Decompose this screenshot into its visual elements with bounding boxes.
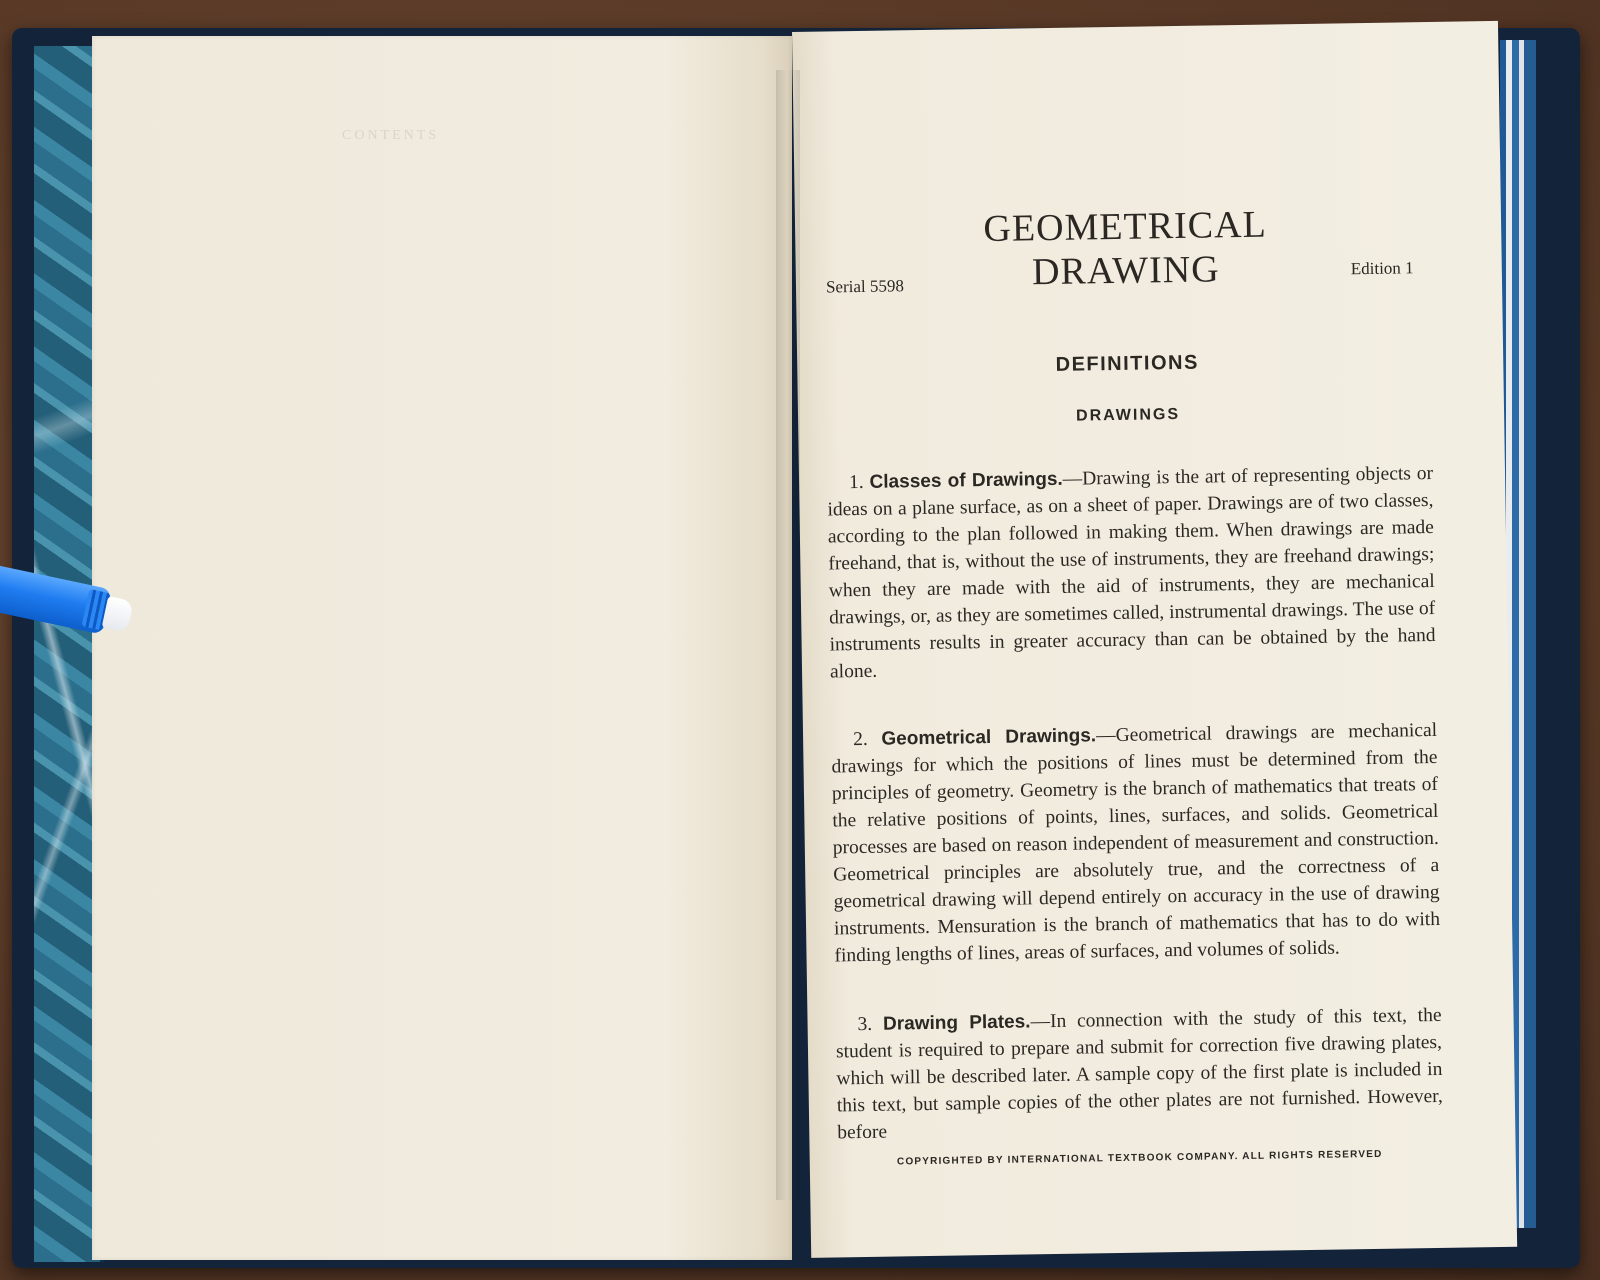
paragraph-body: —Geometrical drawings are mechanical drawings for which the positions of lines must be determined from the principles of geometry. Geometry is the branch of mathematics that treats of the relative positions of points, lines, surfaces, and solids. Geometrical processes are based on reason independent of measurement and construction. Geometrical principles are absolutely true, and the correctness of a geometrical drawing will depend entirely on accuracy in the use of drawing instruments. Mensuration is the branch of mathematics that has to do with finding lengths of lines, areas of surfaces, and volumes of solids. bbox=[831, 719, 1441, 966]
page-title: GEOMETRICAL DRAWING bbox=[983, 203, 1268, 294]
edition-label: Edition 1 bbox=[1350, 258, 1414, 279]
paragraph-2 bbox=[831, 716, 1441, 968]
paragraph-heading: Drawing Plates. bbox=[882, 1010, 1031, 1035]
paragraph-number: 2. bbox=[852, 728, 868, 750]
paragraph-heading: Geometrical Drawings. bbox=[881, 724, 1097, 750]
right-page bbox=[792, 21, 1517, 1258]
paragraph-3 bbox=[835, 1001, 1443, 1146]
copyright-notice: COPYRIGHTED BY INTERNATIONAL TEXTBOOK COMPANY. ALL RIGHTS RESERVED bbox=[896, 1148, 1383, 1168]
book-gutter bbox=[776, 70, 800, 1200]
serial-number: Serial 5598 bbox=[825, 276, 905, 297]
section-heading: DEFINITIONS bbox=[1055, 351, 1199, 376]
page-edge bbox=[1524, 40, 1536, 1228]
paragraph-heading: Classes of Drawings. bbox=[869, 468, 1063, 493]
paragraph-number: 1. bbox=[848, 471, 864, 493]
paragraph-body: —Drawing is the art of representing objects or ideas on a plane surface, as on a sheet of paper. Drawings are of two classes, according to the plan followed in making them. When drawings are made freehand, that is, without the use of instruments, they are freehand drawings; when they are made with the aid of instruments, they are mechanical drawings, or, as they are sometimes called, instrumental drawings. The use of instruments results in greater accuracy than can be obtained by the hand alone. bbox=[827, 462, 1436, 682]
subsection-heading: DRAWINGS bbox=[1075, 405, 1181, 425]
paragraph-number: 3. bbox=[857, 1013, 873, 1035]
left-page-blank bbox=[92, 36, 792, 1260]
paragraph-body: —In connection with the study of this text, the student is required to prepare and submit for correction five drawing plates, which will be described later. A sample copy of the first plate is included in this text, but sample copies of the other plates are not furnished. However, before bbox=[835, 1004, 1443, 1143]
show-through-heading: CONTENTS bbox=[342, 128, 440, 143]
paragraph-1 bbox=[827, 459, 1436, 684]
eraser-icon bbox=[102, 596, 134, 633]
